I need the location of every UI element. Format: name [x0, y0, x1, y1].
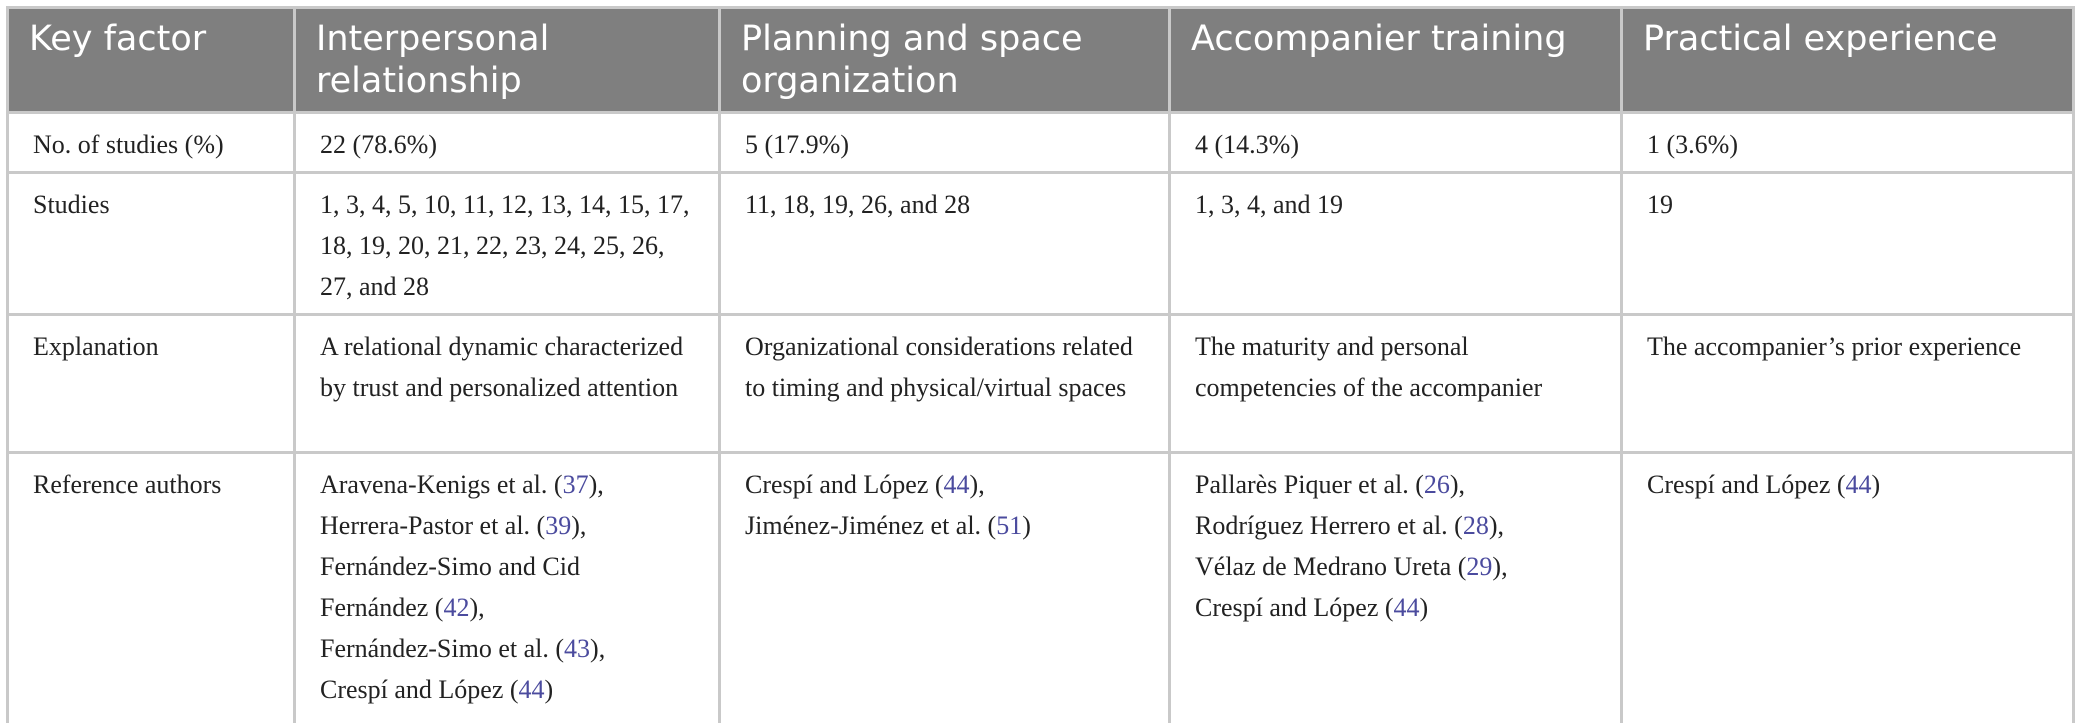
citation-link[interactable]: 29 — [1466, 552, 1493, 581]
ref-entry: Aravena-Kenigs et al. (37), — [320, 470, 604, 499]
header-planning-space-organization: Planning and space organization — [720, 8, 1170, 113]
key-factors-table — [6, 6, 2075, 723]
cell-explanation-interpersonal: A relational dynamic characterized by trust and personalized attention — [295, 315, 720, 453]
ref-entry: Rodríguez Herrero et al. (28), — [1195, 511, 1504, 540]
row-label-explanation: Explanation — [8, 315, 295, 453]
citation-link[interactable]: 44 — [518, 675, 545, 704]
ref-entry: Crespí and López (44) — [320, 675, 554, 704]
cell-explanation-accompanier-training: The maturity and personal competencies of the accompanier — [1170, 315, 1622, 453]
row-label-num-studies: No. of studies (%) — [8, 113, 295, 173]
cell-num-studies-interpersonal: 22 (78.6%) — [295, 113, 720, 173]
table-row-explanation — [8, 315, 2074, 453]
cell-refs-planning — [720, 453, 1170, 723]
citation-link[interactable]: 26 — [1423, 470, 1450, 499]
citation-link[interactable]: 39 — [545, 511, 572, 540]
citation-link[interactable]: 28 — [1462, 511, 1489, 540]
header-accompanier-training: Accompanier training — [1170, 8, 1622, 113]
table-row-num-studies — [8, 113, 2074, 173]
row-label-reference-authors: Reference authors — [8, 453, 295, 723]
header-interpersonal-relationship: Interpersonal relationship — [295, 8, 720, 113]
ref-entry: Fernández-Simo and Cid Fernández (42), — [320, 552, 580, 622]
citation-link[interactable]: 43 — [564, 634, 591, 663]
cell-num-studies-practical-experience: 1 (3.6%) — [1622, 113, 2074, 173]
table-row-reference-authors — [8, 453, 2074, 723]
citation-link[interactable]: 44 — [1845, 470, 1872, 499]
ref-entry: Vélaz de Medrano Ureta (29), — [1195, 552, 1508, 581]
citation-link[interactable]: 44 — [1393, 593, 1420, 622]
cell-studies-interpersonal: 1, 3, 4, 5, 10, 11, 12, 13, 14, 15, 17, 18, 19, 20, 21, 22, 23, 24, 25, 26, 27, and 28 — [295, 173, 720, 315]
ref-entry: Herrera-Pastor et al. (39), — [320, 511, 587, 540]
citation-link[interactable]: 51 — [996, 511, 1023, 540]
cell-refs-practical-experience — [1622, 453, 2074, 723]
header-row — [8, 8, 2074, 113]
key-factors-table-container — [6, 6, 2072, 723]
cell-explanation-planning: Organizational considerations related to timing and physical/virtual spaces — [720, 315, 1170, 453]
header-key-factor: Key factor — [8, 8, 295, 113]
cell-studies-practical-experience: 19 — [1622, 173, 2074, 315]
ref-entry: Crespí and López (44) — [1195, 593, 1429, 622]
cell-num-studies-planning: 5 (17.9%) — [720, 113, 1170, 173]
row-label-studies: Studies — [8, 173, 295, 315]
cell-studies-planning: 11, 18, 19, 26, and 28 — [720, 173, 1170, 315]
cell-explanation-practical-experience: The accompanier’s prior experience — [1622, 315, 2074, 453]
cell-num-studies-accompanier-training: 4 (14.3%) — [1170, 113, 1622, 173]
ref-entry: Pallarès Piquer et al. (26), — [1195, 470, 1466, 499]
cell-refs-accompanier-training — [1170, 453, 1622, 723]
ref-entry: Crespí and López (44), — [745, 470, 985, 499]
table-row-studies — [8, 173, 2074, 315]
citation-link[interactable]: 44 — [943, 470, 970, 499]
cell-refs-interpersonal — [295, 453, 720, 723]
citation-link[interactable]: 37 — [562, 470, 589, 499]
ref-entry: Crespí and López (44) — [1647, 470, 1881, 499]
ref-entry: Fernández-Simo et al. (43), — [320, 634, 606, 663]
ref-entry: Jiménez-Jiménez et al. (51) — [745, 511, 1031, 540]
citation-link[interactable]: 42 — [443, 593, 470, 622]
header-practical-experience: Practical experience — [1622, 8, 2074, 113]
cell-studies-accompanier-training: 1, 3, 4, and 19 — [1170, 173, 1622, 315]
